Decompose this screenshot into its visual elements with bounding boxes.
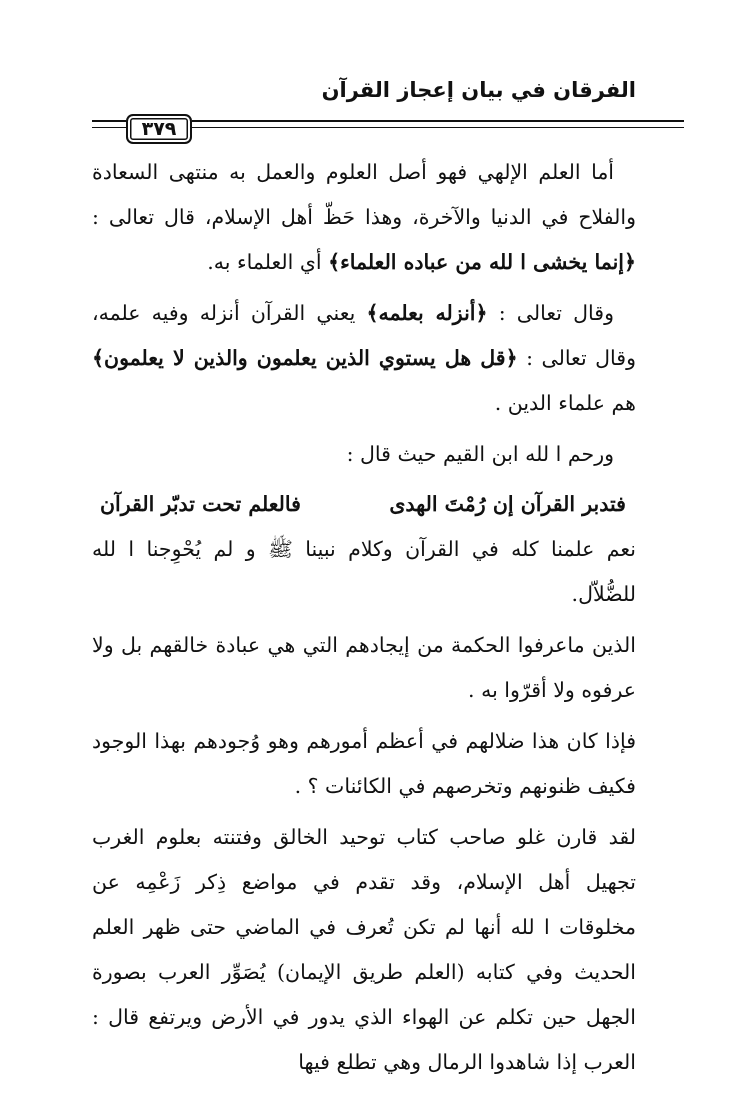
paragraph-2-middle: يعني القرآن أنزله وفيه علمه، وقال تعالى : <box>92 301 636 370</box>
paragraph-1-end: أي العلماء به. <box>207 250 329 274</box>
paragraph-2-end: هم علماء الدين . <box>494 391 636 415</box>
running-head-title: الفرقان في بيان إعجاز القرآن <box>321 78 636 102</box>
paragraph-2 <box>92 291 636 426</box>
verse-second-hemistich: فالعلم تحت تدبّر القرآن <box>100 492 301 516</box>
paragraph-1 <box>92 150 636 285</box>
paragraph-4: نعم علمنا كله في القرآن وكلام نبينا ﷺ و لم يُحْوِجنا ا لله للضُّلاّل. <box>92 537 636 606</box>
paragraph-2-text: وقال تعالى : <box>487 301 614 325</box>
header-rule-right-bottom <box>192 127 684 128</box>
paragraph-6: فإذا كان هذا ضلالهم في أعظم أمورهم وهو وُجودهم بهذا الوجود فكيف ظنونهم وتخرصهم في الكائنات ؟ . <box>92 729 636 798</box>
paragraph-7: لقد قارن غلو صاحب كتاب توحيد الخالق وفتنته بعلوم الغرب تجهيل أهل الإسلام، وقد تقدم في مواضع ذِكر زَعْمِه عن مخلوقات ا لله أنها لم تكن تُعرف في الماضي حتى ظهر العلم الحديث وفي كتابه (العلم طريق الإيمان) يُصَوِّر العرب بصورة الجهل حين تكلم عن الهواء الذي يدور في الأرض ويرتفع قال : العرب إذا شاهدوا الرمال وهي تطلع فيها <box>92 825 636 1074</box>
paragraph-1-text: أما العلم الإلهي فهو أصل العلوم والعمل به منتهى السعادة والفلاح في الدنيا والآخرة، وهذا حَظّ أهل الإسلام، قال تعالى : <box>92 160 636 229</box>
header-rule-right-top <box>192 120 684 122</box>
header-rule-left-top <box>92 120 126 122</box>
paragraph-5: الذين ماعرفوا الحكمة من إيجادهم التي هي عبادة خالقهم بل ولا عرفوه ولا أقرّوا به . <box>92 633 636 702</box>
poem-verse <box>92 483 636 525</box>
header-rule <box>92 114 684 144</box>
verse-first-hemistich: فتدبر القرآن إن رُمْتَ الهدى <box>389 492 626 516</box>
main-text <box>92 150 636 1091</box>
quran-quote: ﴿إنما يخشى ا لله من عباده العلماء﴾ <box>328 250 636 274</box>
header-rule-left-bottom <box>92 127 126 128</box>
quran-quote: ﴿أنزله بعلمه﴾ <box>366 301 488 325</box>
quran-quote: ﴿قل هل يستوي الذين يعلمون والذين لا يعلمون﴾ <box>92 346 518 370</box>
paragraph-3: ورحم ا لله ابن القيم حيث قال : <box>346 442 614 466</box>
page-number: ٣٧٩ <box>126 114 192 144</box>
